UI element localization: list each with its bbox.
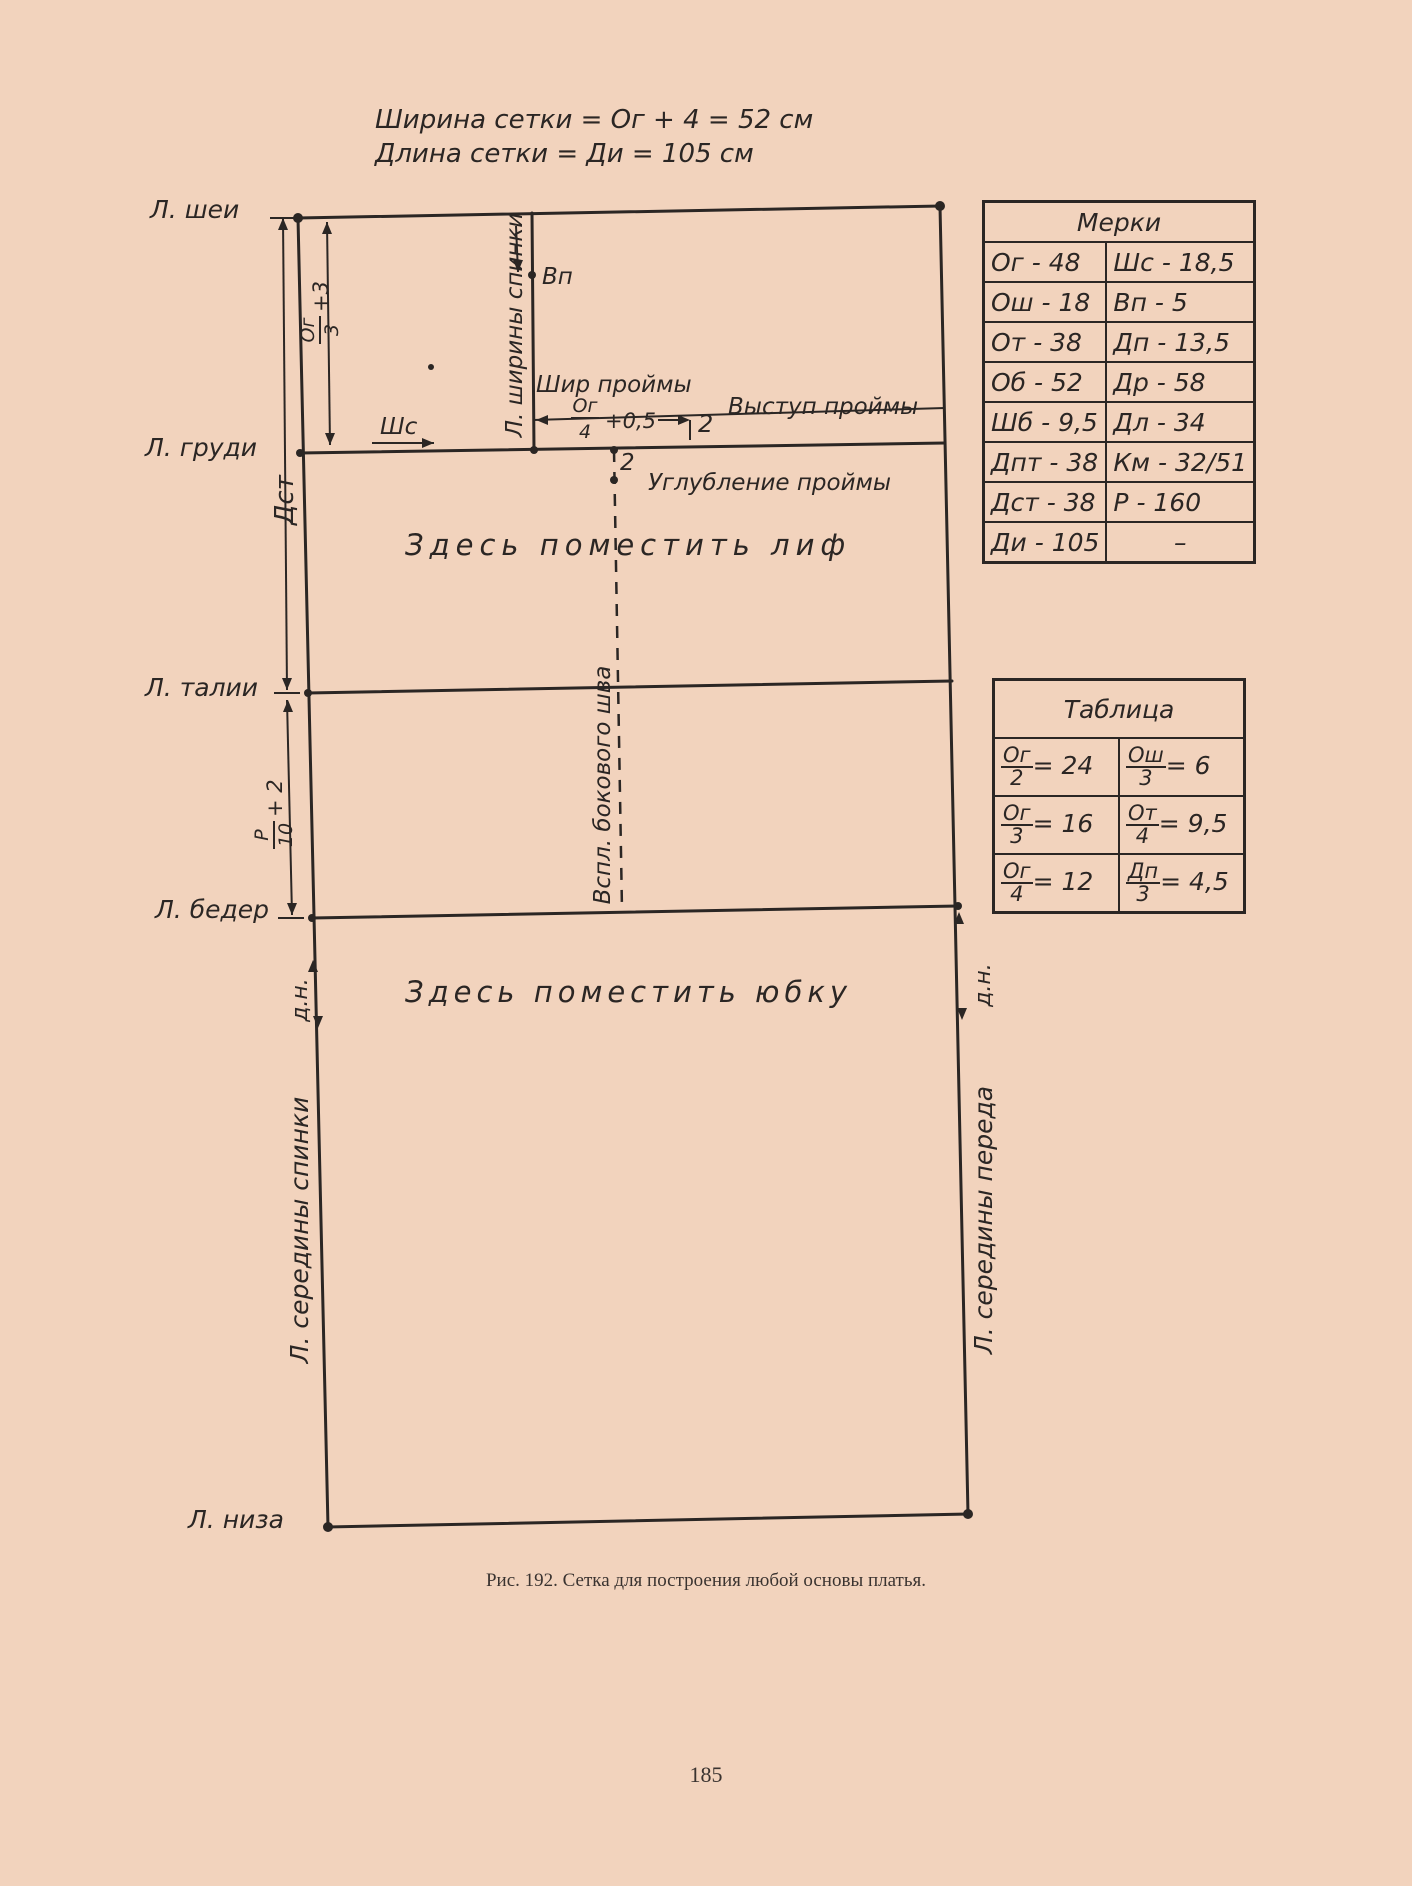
armhole-width-label: Шир проймы — [536, 372, 692, 398]
hips-line — [312, 906, 958, 918]
svg-text:Р: Р — [251, 829, 273, 841]
neck-line-label: Л. шеи — [150, 195, 240, 224]
svg-text:+3: +3 — [309, 281, 333, 312]
armhole-depth-value: 2 — [620, 450, 635, 476]
bodice-placeholder-text: Здесь поместить лиф — [405, 528, 852, 562]
measurements-table — [982, 200, 1256, 564]
armhole-depth-label: Углубление проймы — [648, 470, 892, 496]
skirt-placeholder-text: Здесь поместить юбку — [405, 975, 853, 1009]
measurements-table-title: Мерки — [984, 202, 1255, 243]
dst-dimension-line — [283, 218, 287, 690]
og3-plus3-label — [297, 281, 343, 344]
dst-label: Дст — [270, 475, 300, 525]
calculation-table — [992, 678, 1246, 914]
svg-text:+ 2: + 2 — [263, 779, 287, 817]
svg-text:+0,5: +0,5 — [605, 409, 656, 433]
table-row: Шб - 9,5 Дл - 34 — [984, 402, 1255, 442]
side-seam-aux-label: Вспл. бокового шва — [590, 665, 616, 905]
armhole-ledge-value: 2 — [698, 410, 714, 438]
table-row: Ди - 105 – — [984, 522, 1255, 563]
table-row: От - 38 Дп - 13,5 — [984, 322, 1255, 362]
og4-plus05-label — [571, 395, 656, 443]
svg-text:10: 10 — [275, 822, 297, 848]
p10-dimension-line — [287, 700, 292, 915]
shs-label: Шс — [380, 414, 418, 440]
dn-left-label: д.н. — [288, 978, 313, 1022]
calc-cell: Дп 3 = 4,5 — [1119, 854, 1245, 913]
svg-text:Ог: Ог — [297, 317, 319, 343]
table-row — [994, 738, 1245, 796]
figure-caption: Рис. 192. Сетка для построения любой основы платья. — [485, 1570, 927, 1591]
table-row: Дпт - 38 Км - 32/51 — [984, 442, 1255, 482]
front-center-line-label: Л. середины переда — [969, 1085, 998, 1355]
calc-cell: От 4 = 9,5 — [1119, 796, 1245, 854]
waist-line-label: Л. талии — [145, 673, 259, 702]
table-row — [994, 796, 1245, 854]
calc-cell: Ог 2 = 24 — [994, 738, 1120, 796]
dn-right-label: д.н. — [971, 963, 996, 1007]
svg-text:4: 4 — [578, 421, 592, 443]
back-width-vertical — [532, 213, 534, 450]
svg-text:Ог: Ог — [572, 395, 598, 417]
calculation-table-title: Таблица — [994, 680, 1245, 739]
armhole-ledge-label: Выступ проймы — [728, 394, 919, 420]
grid-width-formula: Ширина сетки = Ог + 4 = 52 см — [375, 105, 814, 135]
hips-line-label: Л. бедер — [155, 895, 270, 924]
waist-line — [308, 681, 952, 693]
svg-text:3: 3 — [321, 323, 343, 337]
table-row: Об - 52 Др - 58 — [984, 362, 1255, 402]
page-number: 185 — [689, 1762, 723, 1787]
grid-length-formula: Длина сетки = Ди = 105 см — [375, 139, 754, 169]
vp-label: Вп — [542, 264, 573, 290]
table-row: Ог - 48 Шс - 18,5 — [984, 242, 1255, 282]
table-row: Дст - 38 Р - 160 — [984, 482, 1255, 522]
calc-cell: Ог 4 = 12 — [994, 854, 1120, 913]
table-row: Ош - 18 Вп - 5 — [984, 282, 1255, 322]
table-row — [994, 854, 1245, 913]
chest-line-label: Л. груди — [145, 433, 258, 462]
hem-line-label: Л. низа — [188, 1505, 284, 1534]
calc-cell: Ог 3 = 16 — [994, 796, 1120, 854]
back-center-line-label: Л. середины спинки — [285, 1096, 314, 1364]
back-width-line-label: Л. ширины спинки — [502, 212, 528, 438]
calc-cell: Ош 3 = 6 — [1119, 738, 1245, 796]
